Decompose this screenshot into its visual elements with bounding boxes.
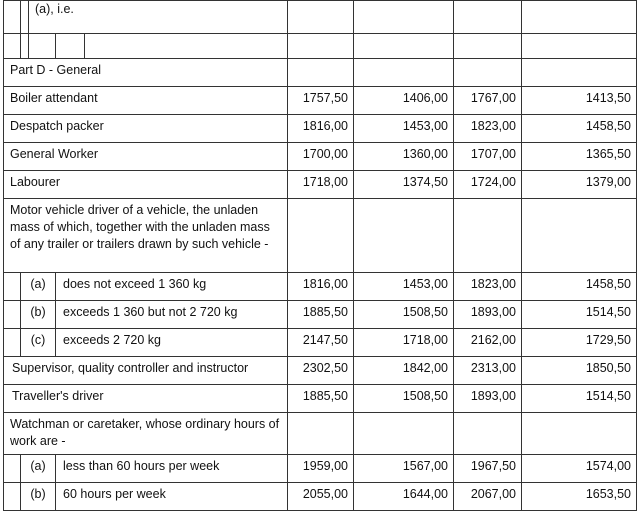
value-cell: 1653,50 bbox=[522, 483, 637, 511]
table-row bbox=[4, 199, 637, 273]
row-label: Watchman or caretaker, whose ordinary hours of work are - bbox=[4, 413, 288, 455]
value-cell: 1365,50 bbox=[522, 143, 637, 171]
row-label: Labourer bbox=[4, 171, 288, 199]
value-cell: 1724,00 bbox=[454, 171, 522, 199]
row-label: Motor vehicle driver of a vehicle, the unladen mass of which, together with the unladen mass of any trailer or trailers drawn by such vehicle - bbox=[4, 199, 288, 273]
value-cell: 2162,00 bbox=[454, 329, 522, 357]
value-cell: 1644,00 bbox=[354, 483, 454, 511]
value-cell: 1379,00 bbox=[522, 171, 637, 199]
value-cell: 1823,00 bbox=[454, 115, 522, 143]
value-cell: 2313,00 bbox=[454, 357, 522, 385]
value-cell: 1893,00 bbox=[454, 385, 522, 413]
value-cell: 1514,50 bbox=[522, 301, 637, 329]
value-cell: 1567,00 bbox=[354, 455, 454, 483]
value-cell: 2067,00 bbox=[454, 483, 522, 511]
sub-item-letter: (b) bbox=[21, 301, 56, 329]
row-label: Despatch packer bbox=[4, 115, 288, 143]
value-cell: 1514,50 bbox=[522, 385, 637, 413]
sub-item-letter: (c) bbox=[21, 329, 56, 357]
value-cell: 1893,00 bbox=[454, 301, 522, 329]
table-row bbox=[4, 483, 637, 511]
value-cell: 1885,50 bbox=[288, 385, 354, 413]
table-row bbox=[4, 357, 637, 385]
value-cell: 1850,50 bbox=[522, 357, 637, 385]
value-cell: 1508,50 bbox=[354, 301, 454, 329]
sub-item-letter: (b) bbox=[21, 483, 56, 511]
value-cell: 1508,50 bbox=[354, 385, 454, 413]
table-row bbox=[4, 455, 637, 483]
value-cell: 1458,50 bbox=[522, 115, 637, 143]
value-cell: 2147,50 bbox=[288, 329, 354, 357]
value-cell: 1967,50 bbox=[454, 455, 522, 483]
value-cell: 1700,00 bbox=[288, 143, 354, 171]
value-cell: 1959,00 bbox=[288, 455, 354, 483]
table-row bbox=[4, 59, 637, 87]
sub-item-letter: (a) bbox=[21, 455, 56, 483]
value-cell: 1718,00 bbox=[354, 329, 454, 357]
value-cell: 2055,00 bbox=[288, 483, 354, 511]
table-row bbox=[4, 115, 637, 143]
row-label: (a), i.e. bbox=[29, 1, 288, 34]
value-cell: 1718,00 bbox=[288, 171, 354, 199]
value-cell: 1574,00 bbox=[522, 455, 637, 483]
sub-item-letter: (a) bbox=[21, 273, 56, 301]
row-label: does not exceed 1 360 kg bbox=[56, 273, 288, 301]
value-cell: 1458,50 bbox=[522, 273, 637, 301]
table-row bbox=[4, 329, 637, 357]
value-cell: 1842,00 bbox=[354, 357, 454, 385]
value-cell: 1413,50 bbox=[522, 87, 637, 115]
wage-table bbox=[3, 0, 637, 511]
table-row bbox=[4, 413, 637, 455]
section-heading: Part D - General bbox=[4, 59, 288, 87]
row-label: exceeds 2 720 kg bbox=[56, 329, 288, 357]
value-cell: 1816,00 bbox=[288, 273, 354, 301]
table-row bbox=[4, 1, 637, 34]
table-row bbox=[4, 273, 637, 301]
value-cell: 1406,00 bbox=[354, 87, 454, 115]
value-cell: 1360,00 bbox=[354, 143, 454, 171]
value-cell: 1453,00 bbox=[354, 273, 454, 301]
value-cell: 1885,50 bbox=[288, 301, 354, 329]
row-label: less than 60 hours per week bbox=[56, 455, 288, 483]
value-cell: 1767,00 bbox=[454, 87, 522, 115]
value-cell: 1816,00 bbox=[288, 115, 354, 143]
table-row bbox=[4, 301, 637, 329]
table-row bbox=[4, 171, 637, 199]
value-cell: 1823,00 bbox=[454, 273, 522, 301]
row-label: Boiler attendant bbox=[4, 87, 288, 115]
table-row bbox=[4, 143, 637, 171]
row-label: 60 hours per week bbox=[56, 483, 288, 511]
table-row bbox=[4, 34, 637, 59]
value-cell: 1453,00 bbox=[354, 115, 454, 143]
value-cell: 1757,50 bbox=[288, 87, 354, 115]
table-row bbox=[4, 87, 637, 115]
value-cell: 2302,50 bbox=[288, 357, 354, 385]
row-label: General Worker bbox=[4, 143, 288, 171]
row-label: Traveller's driver bbox=[4, 385, 288, 413]
row-label: Supervisor, quality controller and instructor bbox=[4, 357, 288, 385]
value-cell: 1707,00 bbox=[454, 143, 522, 171]
value-cell: 1374,50 bbox=[354, 171, 454, 199]
row-label: exceeds 1 360 but not 2 720 kg bbox=[56, 301, 288, 329]
value-cell: 1729,50 bbox=[522, 329, 637, 357]
table-row bbox=[4, 385, 637, 413]
